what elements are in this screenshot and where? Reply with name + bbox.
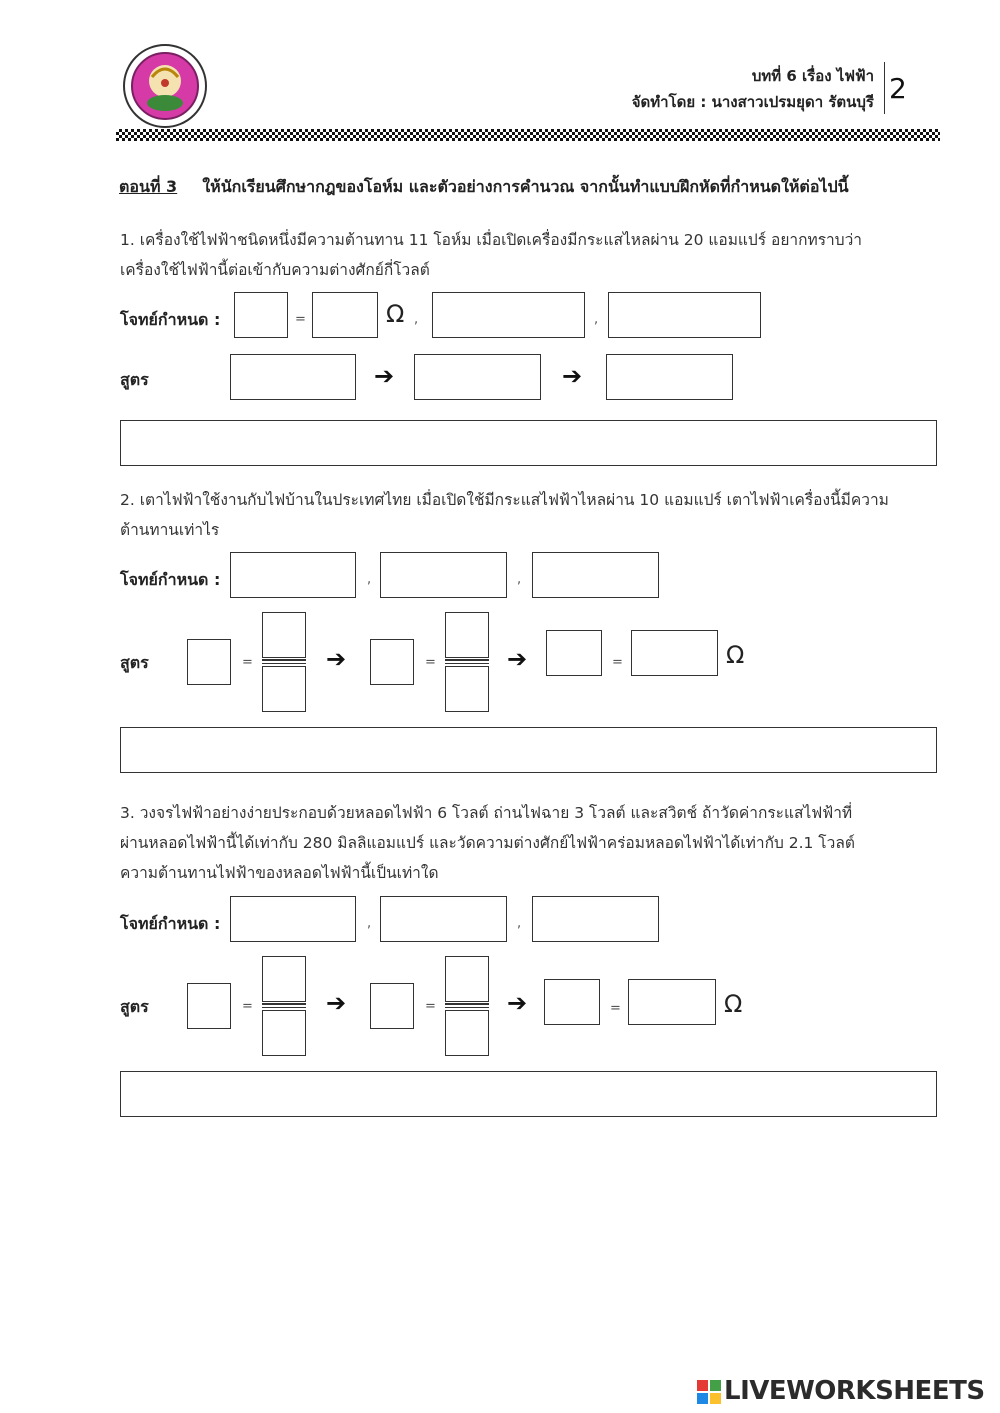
- q1-formula-input-1[interactable]: [230, 354, 356, 400]
- question-3-line-3: ความต้านทานไฟฟ้าของหลอดไฟฟ้านี้เป็นเท่าใด: [120, 864, 439, 882]
- q3-step2-lhs-input[interactable]: [370, 983, 414, 1029]
- arrow-right-icon: ➔: [326, 645, 347, 673]
- q3-formula-denominator-input[interactable]: [262, 1010, 306, 1056]
- equals-sign: =: [242, 999, 253, 1014]
- q2-step2-lhs-input[interactable]: [370, 639, 414, 685]
- section-instruction: ให้นักเรียนศึกษากฎของโอห์ม และตัวอย่างการคำนวณ จากนั้นทำแบบฝึกหัดที่กำหนดให้ต่อไปนี้: [202, 177, 849, 196]
- given-label: โจทย์กำหนด :: [120, 570, 221, 589]
- q3-step2-denominator-input[interactable]: [445, 1010, 489, 1056]
- q1-formula-input-2[interactable]: [414, 354, 541, 400]
- comma: ,: [367, 572, 372, 587]
- ohm-symbol: Ω: [726, 641, 745, 669]
- page-number: 2: [889, 72, 907, 105]
- question-3-line-1: 3. วงจรไฟฟ้าอย่างง่ายประกอบด้วยหลอดไฟฟ้า 6 โวลต์ ถ่านไฟฉาย 3 โวลต์ และสวิตช์ ถ้าวัดค่ากระแสไฟฟ้าที่: [120, 804, 853, 822]
- question-1-line-1: 1. เครื่องใช้ไฟฟ้าชนิดหนึ่งมีความต้านทาน 11 โอห์ม เมื่อเปิดเครื่องมีกระแสไหลผ่าน 20 แอมแปร์ อยากทราบว่า: [120, 231, 862, 249]
- arrow-right-icon: ➔: [374, 362, 395, 390]
- q2-formula-denominator-input[interactable]: [262, 666, 306, 712]
- equals-sign: =: [425, 999, 436, 1014]
- q2-given-input-2[interactable]: [380, 552, 507, 598]
- q2-result-lhs-input[interactable]: [546, 630, 602, 676]
- given-label: โจทย์กำหนด :: [120, 914, 221, 933]
- given-label: โจทย์กำหนด :: [120, 310, 221, 329]
- q3-step2-numerator-input[interactable]: [445, 956, 489, 1002]
- q2-given-input-3[interactable]: [532, 552, 659, 598]
- chapter-title: บทที่ 6 เรื่อง ไฟฟ้า: [751, 67, 874, 85]
- q3-result-lhs-input[interactable]: [544, 979, 600, 1025]
- q1-formula-input-3[interactable]: [606, 354, 733, 400]
- q3-given-input-3[interactable]: [532, 896, 659, 942]
- formula-label: สูตร: [120, 653, 149, 672]
- question-2-line-2: ต้านทานเท่าไร: [120, 521, 220, 539]
- fraction-bar: [262, 659, 306, 664]
- author-line: จัดทำโดย : นางสาวเปรมยุดา รัตนบุรี: [631, 93, 874, 111]
- q2-formula-lhs-input[interactable]: [187, 639, 231, 685]
- liveworksheets-brand: LIVEWORKSHEETS: [724, 1376, 985, 1406]
- q3-given-input-2[interactable]: [380, 896, 507, 942]
- q2-result-value-input[interactable]: [631, 630, 718, 676]
- ohm-symbol: Ω: [386, 300, 405, 328]
- comma: ,: [517, 572, 522, 587]
- comma: ,: [414, 312, 419, 327]
- comma: ,: [517, 916, 522, 931]
- checkered-divider: [116, 129, 940, 141]
- q3-given-input-1[interactable]: [230, 896, 356, 942]
- q2-step2-numerator-input[interactable]: [445, 612, 489, 658]
- q3-result-value-input[interactable]: [628, 979, 716, 1025]
- equals-sign: =: [295, 312, 306, 327]
- formula-label: สูตร: [120, 997, 149, 1016]
- q2-formula-numerator-input[interactable]: [262, 612, 306, 658]
- ohm-symbol: Ω: [724, 990, 743, 1018]
- q1-answer-input[interactable]: [120, 420, 937, 466]
- question-1-line-2: เครื่องใช้ไฟฟ้านี้ต่อเข้ากับความต่างศักย์กี่โวลต์: [120, 261, 430, 279]
- equals-sign: =: [425, 655, 436, 670]
- q1-given-value-input[interactable]: [312, 292, 378, 338]
- liveworksheets-logo-icon: [697, 1380, 721, 1404]
- q3-formula-numerator-input[interactable]: [262, 956, 306, 1002]
- school-logo: [122, 43, 208, 129]
- fraction-bar: [445, 659, 489, 664]
- arrow-right-icon: ➔: [507, 989, 528, 1017]
- section-heading: [119, 175, 849, 200]
- comma: ,: [594, 312, 599, 327]
- q3-answer-input[interactable]: [120, 1071, 937, 1117]
- comma: ,: [367, 916, 372, 931]
- equals-sign: =: [612, 655, 623, 670]
- arrow-right-icon: ➔: [507, 645, 528, 673]
- formula-label: สูตร: [120, 370, 149, 389]
- question-2-line-1: 2. เตาไฟฟ้าใช้งานกับไฟบ้านในประเทศไทย เมื่อเปิดใช้มีกระแสไฟฟ้าไหลผ่าน 10 แอมแปร์ เตาไฟฟ้าเครื่องนี้มีความ: [120, 491, 889, 509]
- equals-sign: =: [242, 655, 253, 670]
- fraction-bar: [262, 1003, 306, 1008]
- equals-sign: =: [610, 1001, 621, 1016]
- fraction-bar: [445, 1003, 489, 1008]
- arrow-right-icon: ➔: [326, 989, 347, 1017]
- q1-given-input-3[interactable]: [608, 292, 761, 338]
- q1-given-symbol-input[interactable]: [234, 292, 288, 338]
- q2-answer-input[interactable]: [120, 727, 937, 773]
- section-label: ตอนที่ 3: [119, 177, 178, 196]
- q1-given-input-2[interactable]: [432, 292, 585, 338]
- q3-formula-lhs-input[interactable]: [187, 983, 231, 1029]
- arrow-right-icon: ➔: [562, 362, 583, 390]
- q2-given-input-1[interactable]: [230, 552, 356, 598]
- q2-step2-denominator-input[interactable]: [445, 666, 489, 712]
- header-divider: [884, 62, 885, 114]
- question-3-line-2: ผ่านหลอดไฟฟ้านี้ได้เท่ากับ 280 มิลลิแอมแปร์ และวัดความต่างศักย์ไฟฟ้าคร่อมหลอดไฟฟ้าได้เท่ากับ 2.1 โวลต์: [120, 834, 855, 852]
